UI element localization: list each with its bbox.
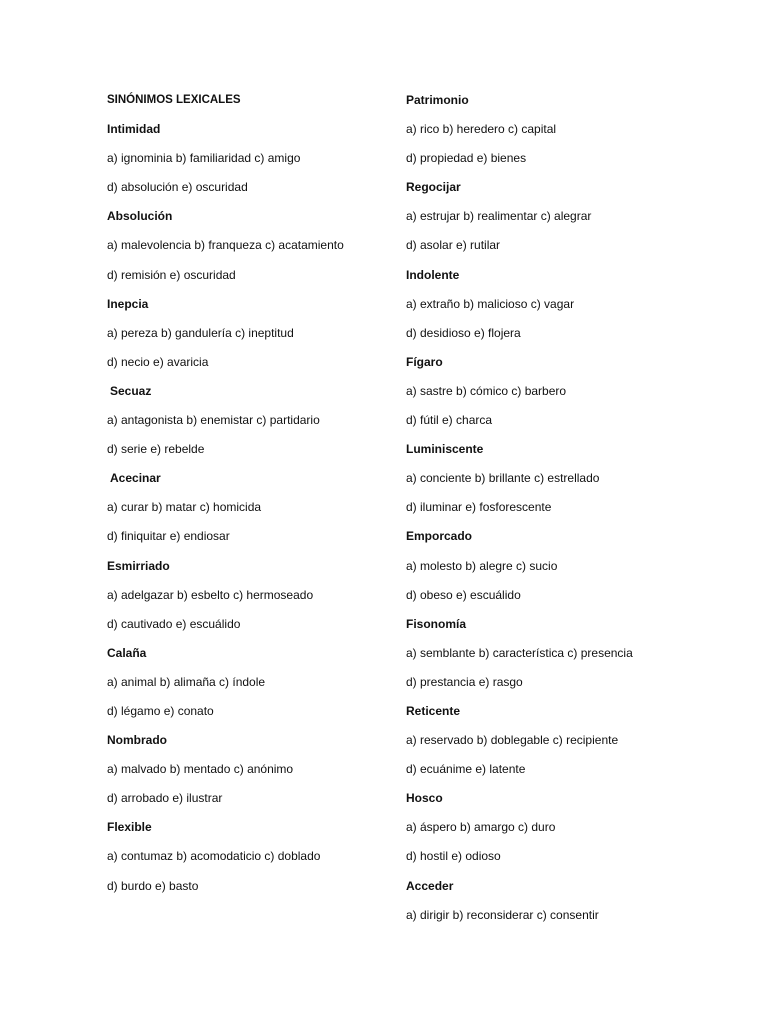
options-line: a) molesto b) alegre c) sucio	[406, 558, 558, 573]
options-line: d) hostil e) odioso	[406, 849, 501, 864]
word-heading: Reticente	[406, 703, 461, 718]
word-heading: Intimidad	[107, 122, 161, 137]
right-column	[406, 86, 706, 930]
word-heading: Calaña	[107, 645, 147, 660]
options-line: a) contumaz b) acomodaticio c) doblado	[107, 849, 321, 864]
word-heading: Esmirriado	[107, 558, 170, 573]
options-line: d) ecuánime e) latente	[406, 762, 526, 777]
options-line: d) desidioso e) flojera	[406, 325, 521, 340]
options-line: d) cautivado e) escuálido	[107, 616, 241, 631]
options-line: d) propiedad e) bienes	[406, 151, 527, 166]
options-line: d) légamo e) conato	[107, 703, 214, 718]
options-line: a) malevolencia b) franqueza c) acatamiento	[107, 238, 344, 253]
options-line: a) sastre b) cómico c) barbero	[406, 383, 567, 398]
left-column	[107, 86, 397, 901]
options-line: d) obeso e) escuálido	[406, 587, 521, 602]
options-line: a) rico b) heredero c) capital	[406, 122, 557, 137]
options-line: a) malvado b) mentado c) anónimo	[107, 762, 294, 777]
options-line: d) necio e) avaricia	[107, 354, 209, 369]
options-line: d) asolar e) rutilar	[406, 238, 501, 253]
options-line: a) animal b) alimaña c) índole	[107, 674, 266, 689]
word-heading: Patrimonio	[406, 93, 469, 107]
options-line: d) iluminar e) fosforescente	[406, 500, 552, 515]
options-line: a) pereza b) gandulería c) ineptitud	[107, 325, 294, 340]
options-line: a) dirigir b) reconsiderar c) consentir	[406, 907, 599, 922]
word-heading: Indolente	[406, 267, 460, 282]
options-line: d) remisión e) oscuridad	[107, 267, 236, 282]
options-line: a) antagonista b) enemistar c) partidario	[107, 413, 320, 428]
word-heading: Inepcia	[107, 296, 149, 311]
options-line: d) finiquitar e) endiosar	[107, 529, 230, 544]
word-heading: Fígaro	[406, 354, 443, 369]
options-line: a) extraño b) malicioso c) vagar	[406, 296, 575, 311]
word-heading: Hosco	[406, 791, 443, 806]
options-line: d) prestancia e) rasgo	[406, 674, 523, 689]
options-line: d) absolución e) oscuridad	[107, 180, 248, 195]
options-line: a) conciente b) brillante c) estrellado	[406, 471, 600, 486]
word-heading: Flexible	[107, 820, 152, 835]
options-line: a) adelgazar b) esbelto c) hermoseado	[107, 587, 314, 602]
word-heading: Luminiscente	[406, 442, 484, 457]
word-heading: Emporcado	[406, 529, 473, 544]
options-line: d) serie e) rebelde	[107, 442, 205, 457]
options-line: a) reservado b) doblegable c) recipiente	[406, 733, 619, 748]
options-line: d) fútil e) charca	[406, 413, 493, 428]
options-line: a) estrujar b) realimentar c) alegrar	[406, 209, 592, 224]
word-heading: Acecinar	[110, 471, 161, 486]
word-heading: Secuaz	[110, 383, 152, 398]
options-line: d) arrobado e) ilustrar	[107, 791, 223, 806]
options-line: a) semblante b) característica c) presencia	[406, 645, 633, 660]
word-heading: Nombrado	[107, 733, 167, 748]
word-heading: Absolución	[107, 209, 173, 224]
options-line: a) curar b) matar c) homicida	[107, 500, 262, 515]
document-title: SINÓNIMOS LEXICALES	[107, 94, 241, 106]
word-heading: Acceder	[406, 878, 454, 893]
word-heading: Fisonomía	[406, 616, 467, 631]
options-line: a) áspero b) amargo c) duro	[406, 820, 556, 835]
options-line: a) ignominia b) familiaridad c) amigo	[107, 151, 301, 166]
options-line: d) burdo e) basto	[107, 878, 199, 893]
word-heading: Regocijar	[406, 180, 461, 195]
